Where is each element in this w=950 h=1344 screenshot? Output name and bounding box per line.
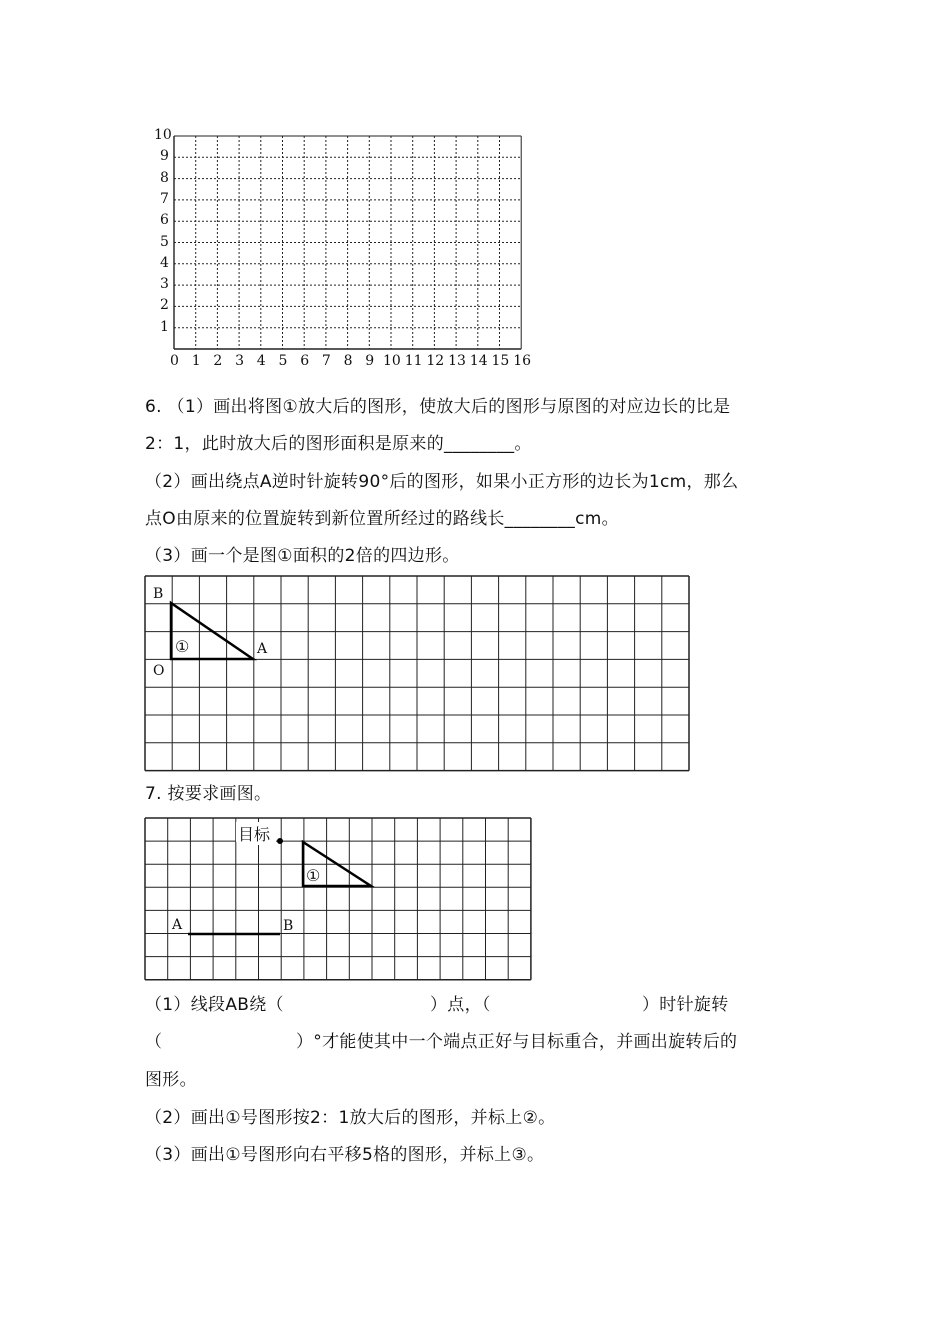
y-tick-label: 8 — [160, 169, 169, 186]
q7-sub3: （3）画出①号图形向右平移5格的图形，并标上③。 — [145, 1145, 545, 1165]
q7-sub1-part-b: ）点，（ — [430, 995, 491, 1015]
x-tick-label: 11 — [404, 353, 423, 369]
x-tick-label: 14 — [469, 353, 488, 369]
y-tick-label: 6 — [160, 212, 169, 229]
q6-label-b: B — [153, 586, 164, 602]
x-tick-label: 1 — [191, 353, 201, 369]
q7-label-b: B — [283, 918, 294, 934]
y-tick-label: 5 — [160, 233, 169, 250]
x-tick-label: 4 — [256, 353, 266, 369]
q6-line5: （3）画一个是图①面积的2倍的四边形。 — [145, 546, 460, 566]
q7-sub2: （2）画出①号图形按2：1放大后的图形，并标上②。 — [145, 1108, 556, 1128]
y-tick-label: 4 — [160, 254, 169, 271]
y-tick-label: 10 — [154, 127, 172, 143]
x-tick-label: 6 — [300, 353, 310, 369]
x-tick-label: 0 — [170, 353, 179, 369]
q7-label-target: 目标 — [238, 822, 270, 845]
q7-label-a: A — [172, 917, 183, 933]
q7-sub1-part-f: 图形。 — [145, 1070, 197, 1090]
x-tick-label: 2 — [213, 353, 223, 369]
x-tick-label: 12 — [426, 353, 445, 369]
q6-line1: 6. （1）画出将图①放大后的图形，使放大后的图形与原图的对应边长的比是 — [145, 397, 731, 417]
q6-line4: 点O由原来的位置旋转到新位置所经过的路线长________cm。 — [145, 509, 619, 529]
q7-title: 7. 按要求画图。 — [145, 784, 272, 804]
q6-label-a: A — [257, 641, 268, 657]
q6-circle-one: ① — [175, 637, 190, 656]
y-tick-label: 1 — [160, 318, 169, 335]
q6-line3: （2）画出绕点A逆时针旋转90°后的图形，如果小正方形的边长为1cm，那么 — [145, 472, 739, 492]
x-tick-label: 8 — [343, 353, 353, 369]
x-tick-label: 9 — [365, 353, 375, 369]
q7-sub1-part-d: （ — [145, 1032, 163, 1052]
y-tick-label: 7 — [160, 190, 169, 207]
q7-sub1-part-c: ）时针旋转 — [642, 995, 729, 1015]
x-tick-label: 10 — [383, 353, 401, 369]
q6-label-o: O — [153, 663, 165, 679]
x-tick-label: 3 — [235, 353, 245, 369]
y-tick-label: 2 — [160, 297, 169, 314]
x-tick-label: 13 — [448, 353, 466, 369]
y-tick-label: 9 — [160, 148, 169, 165]
x-tick-label: 5 — [278, 353, 288, 369]
x-tick-label: 15 — [491, 353, 510, 369]
x-tick-label: 7 — [321, 353, 331, 369]
y-tick-label: 3 — [160, 276, 169, 293]
q7-sub1-part-e: ）°才能使其中一个端点正好与目标重合，并画出旋转后的 — [296, 1032, 738, 1052]
x-tick-label: 16 — [513, 353, 532, 369]
q7-sub1-part-a: （1）线段AB绕（ — [145, 995, 284, 1015]
q6-line2: 2：1，此时放大后的图形面积是原来的________。 — [145, 434, 532, 454]
q7-circle-one: ① — [306, 866, 321, 885]
